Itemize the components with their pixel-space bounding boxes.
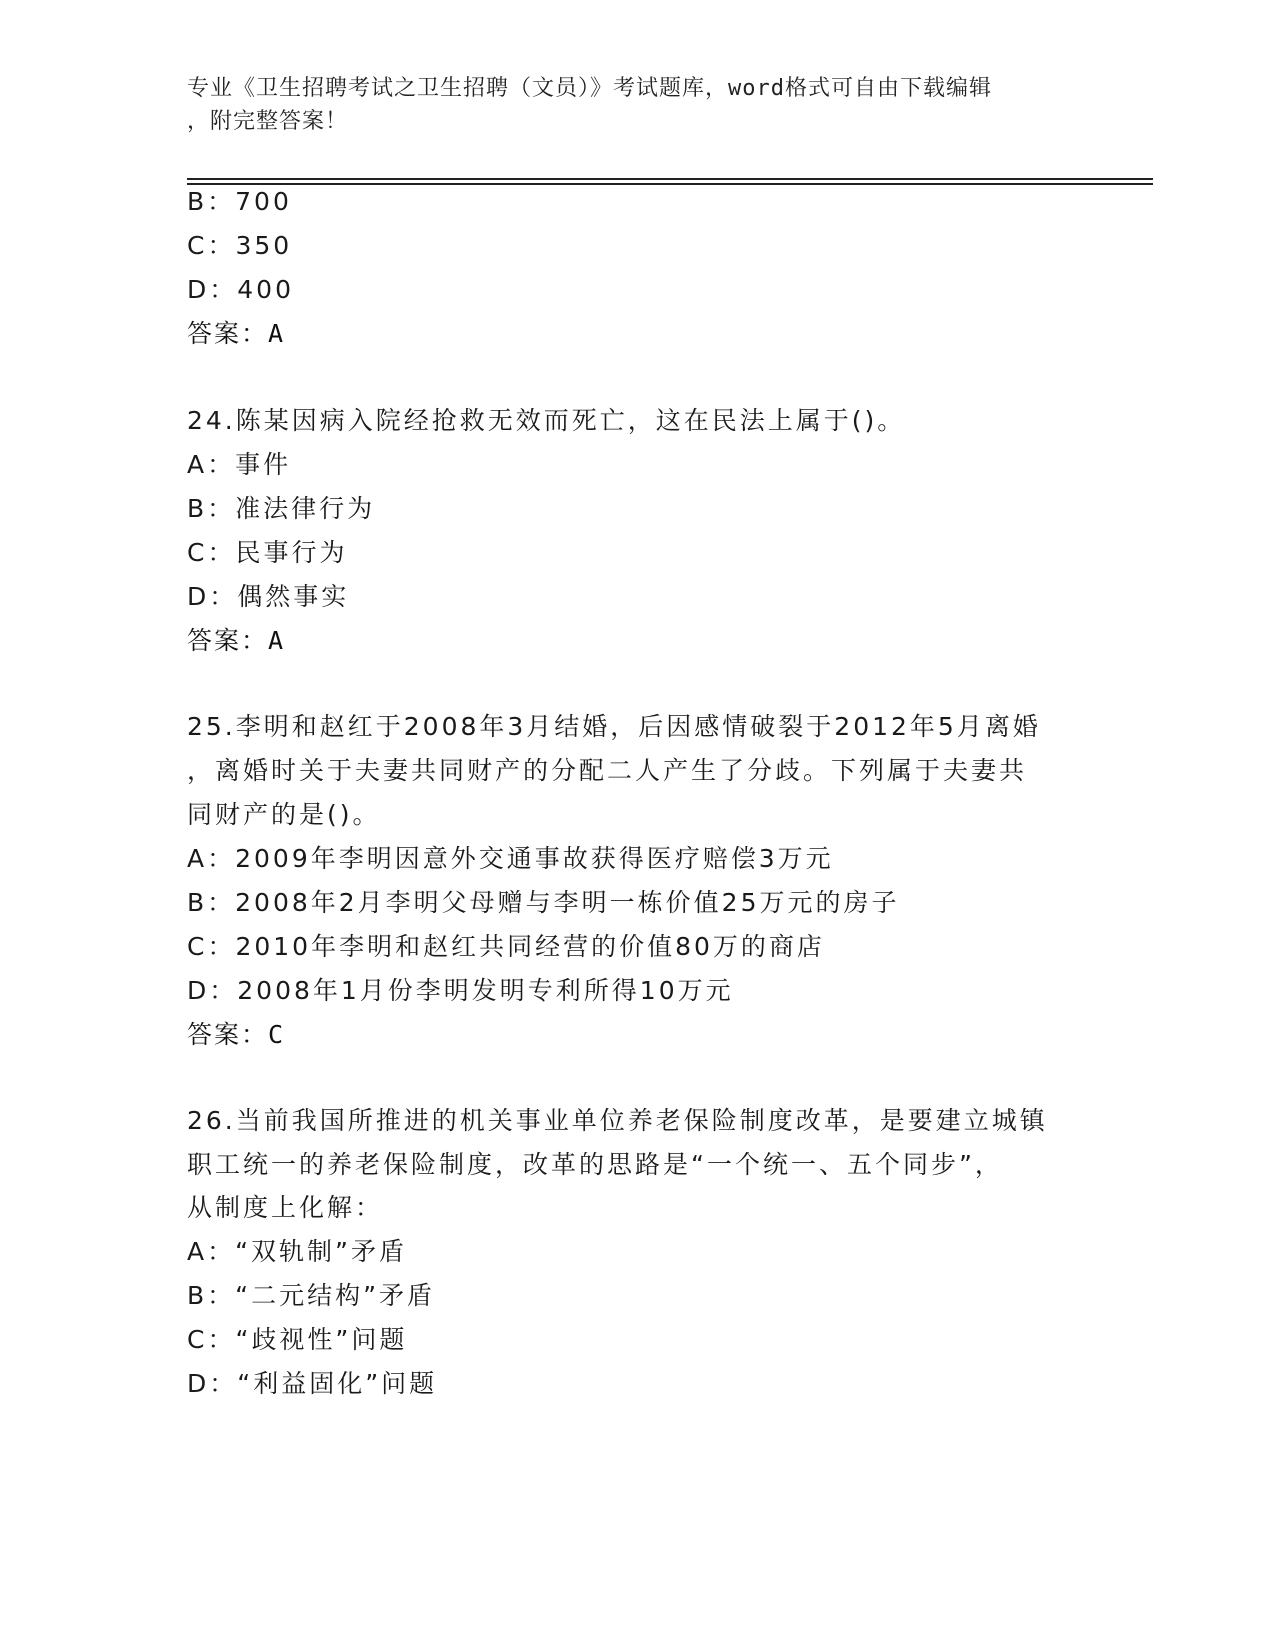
q26-option-a: [187, 1234, 407, 1270]
option-text: 700: [235, 187, 292, 216]
q25-option-b: [187, 885, 900, 921]
header-divider-bottom: [187, 183, 1153, 185]
q26-option-d: [187, 1366, 437, 1402]
q25-answer: 答案：C: [187, 1020, 286, 1049]
q26-stem-line-2: 职工统一的养老保险制度，改革的思路是“一个统一、五个同步”，: [187, 1150, 1003, 1179]
option-key: D：: [187, 582, 238, 611]
option-text: 偶然事实: [237, 582, 350, 611]
q24-option-c: [187, 535, 347, 571]
q26-option-c: [187, 1322, 407, 1358]
option-text: 400: [237, 275, 294, 304]
q25-stem-line-1: 25.李明和赵红于2008年3月结婚，后因感情破裂于2012年5月离婚: [187, 712, 1041, 741]
option-text: “二元结构”矛盾: [235, 1281, 436, 1310]
q23-option-d: [187, 272, 294, 308]
option-text: 2009年李明因意外交通事故获得医疗赔偿3万元: [235, 844, 834, 873]
option-key: D：: [187, 275, 238, 304]
q25-stem-line-3: 同财产的是()。: [187, 800, 381, 829]
option-text: 事件: [235, 450, 292, 479]
option-key: A：: [187, 1237, 236, 1266]
q26-stem-line-3: 从制度上化解：: [187, 1193, 384, 1222]
option-key: D：: [187, 976, 238, 1005]
q24-answer: 答案：A: [187, 626, 286, 655]
q23-option-c: [187, 228, 292, 264]
option-text: 民事行为: [235, 538, 348, 567]
option-key: A：: [187, 450, 236, 479]
option-key: B：: [187, 888, 236, 917]
header-line-1: 专业《卫生招聘考试之卫生招聘（文员）》考试题库，word格式可自由下载编辑: [187, 76, 992, 101]
q23-option-b: [187, 184, 292, 220]
q25-option-d: [187, 973, 734, 1009]
option-key: C：: [187, 231, 236, 260]
q24-option-b: [187, 491, 375, 527]
option-key: B：: [187, 1281, 236, 1310]
q26-stem-line-1: 26.当前我国所推进的机关事业单位养老保险制度改革，是要建立城镇: [187, 1106, 1048, 1135]
option-text: “利益固化”问题: [237, 1369, 438, 1398]
q25-stem-line-2: ，离婚时关于夫妻共同财产的分配二人产生了分歧。下列属于夫妻共: [187, 756, 1028, 785]
q23-answer: 答案：A: [187, 319, 286, 348]
option-text: 准法律行为: [235, 494, 376, 523]
header-divider-top: [187, 178, 1153, 180]
q25-option-c: [187, 929, 825, 965]
option-key: B：: [187, 187, 236, 216]
option-key: D：: [187, 1369, 238, 1398]
option-key: C：: [187, 538, 236, 567]
q24-option-d: [187, 579, 349, 615]
option-key: B：: [187, 494, 236, 523]
option-text: 2008年1月份李明发明专利所得10万元: [237, 976, 734, 1005]
option-text: 2010年李明和赵红共同经营的价值80万的商店: [235, 932, 825, 961]
option-text: “歧视性”问题: [235, 1325, 408, 1354]
header-line-2: ，附完整答案！: [187, 109, 349, 134]
option-key: C：: [187, 1325, 236, 1354]
document-header: [187, 72, 1087, 138]
q25-option-a: [187, 841, 834, 877]
option-key: C：: [187, 932, 236, 961]
option-key: A：: [187, 844, 236, 873]
option-text: 2008年2月李明父母赠与李明一栋价值25万元的房子: [235, 888, 900, 917]
option-text: 350: [235, 231, 293, 260]
q24-stem-line-1: 24.陈某因病入院经抢救无效而死亡，这在民法上属于()。: [187, 406, 906, 435]
q26-option-b: [187, 1278, 435, 1314]
option-text: “双轨制”矛盾: [235, 1237, 408, 1266]
q24-option-a: [187, 447, 291, 483]
